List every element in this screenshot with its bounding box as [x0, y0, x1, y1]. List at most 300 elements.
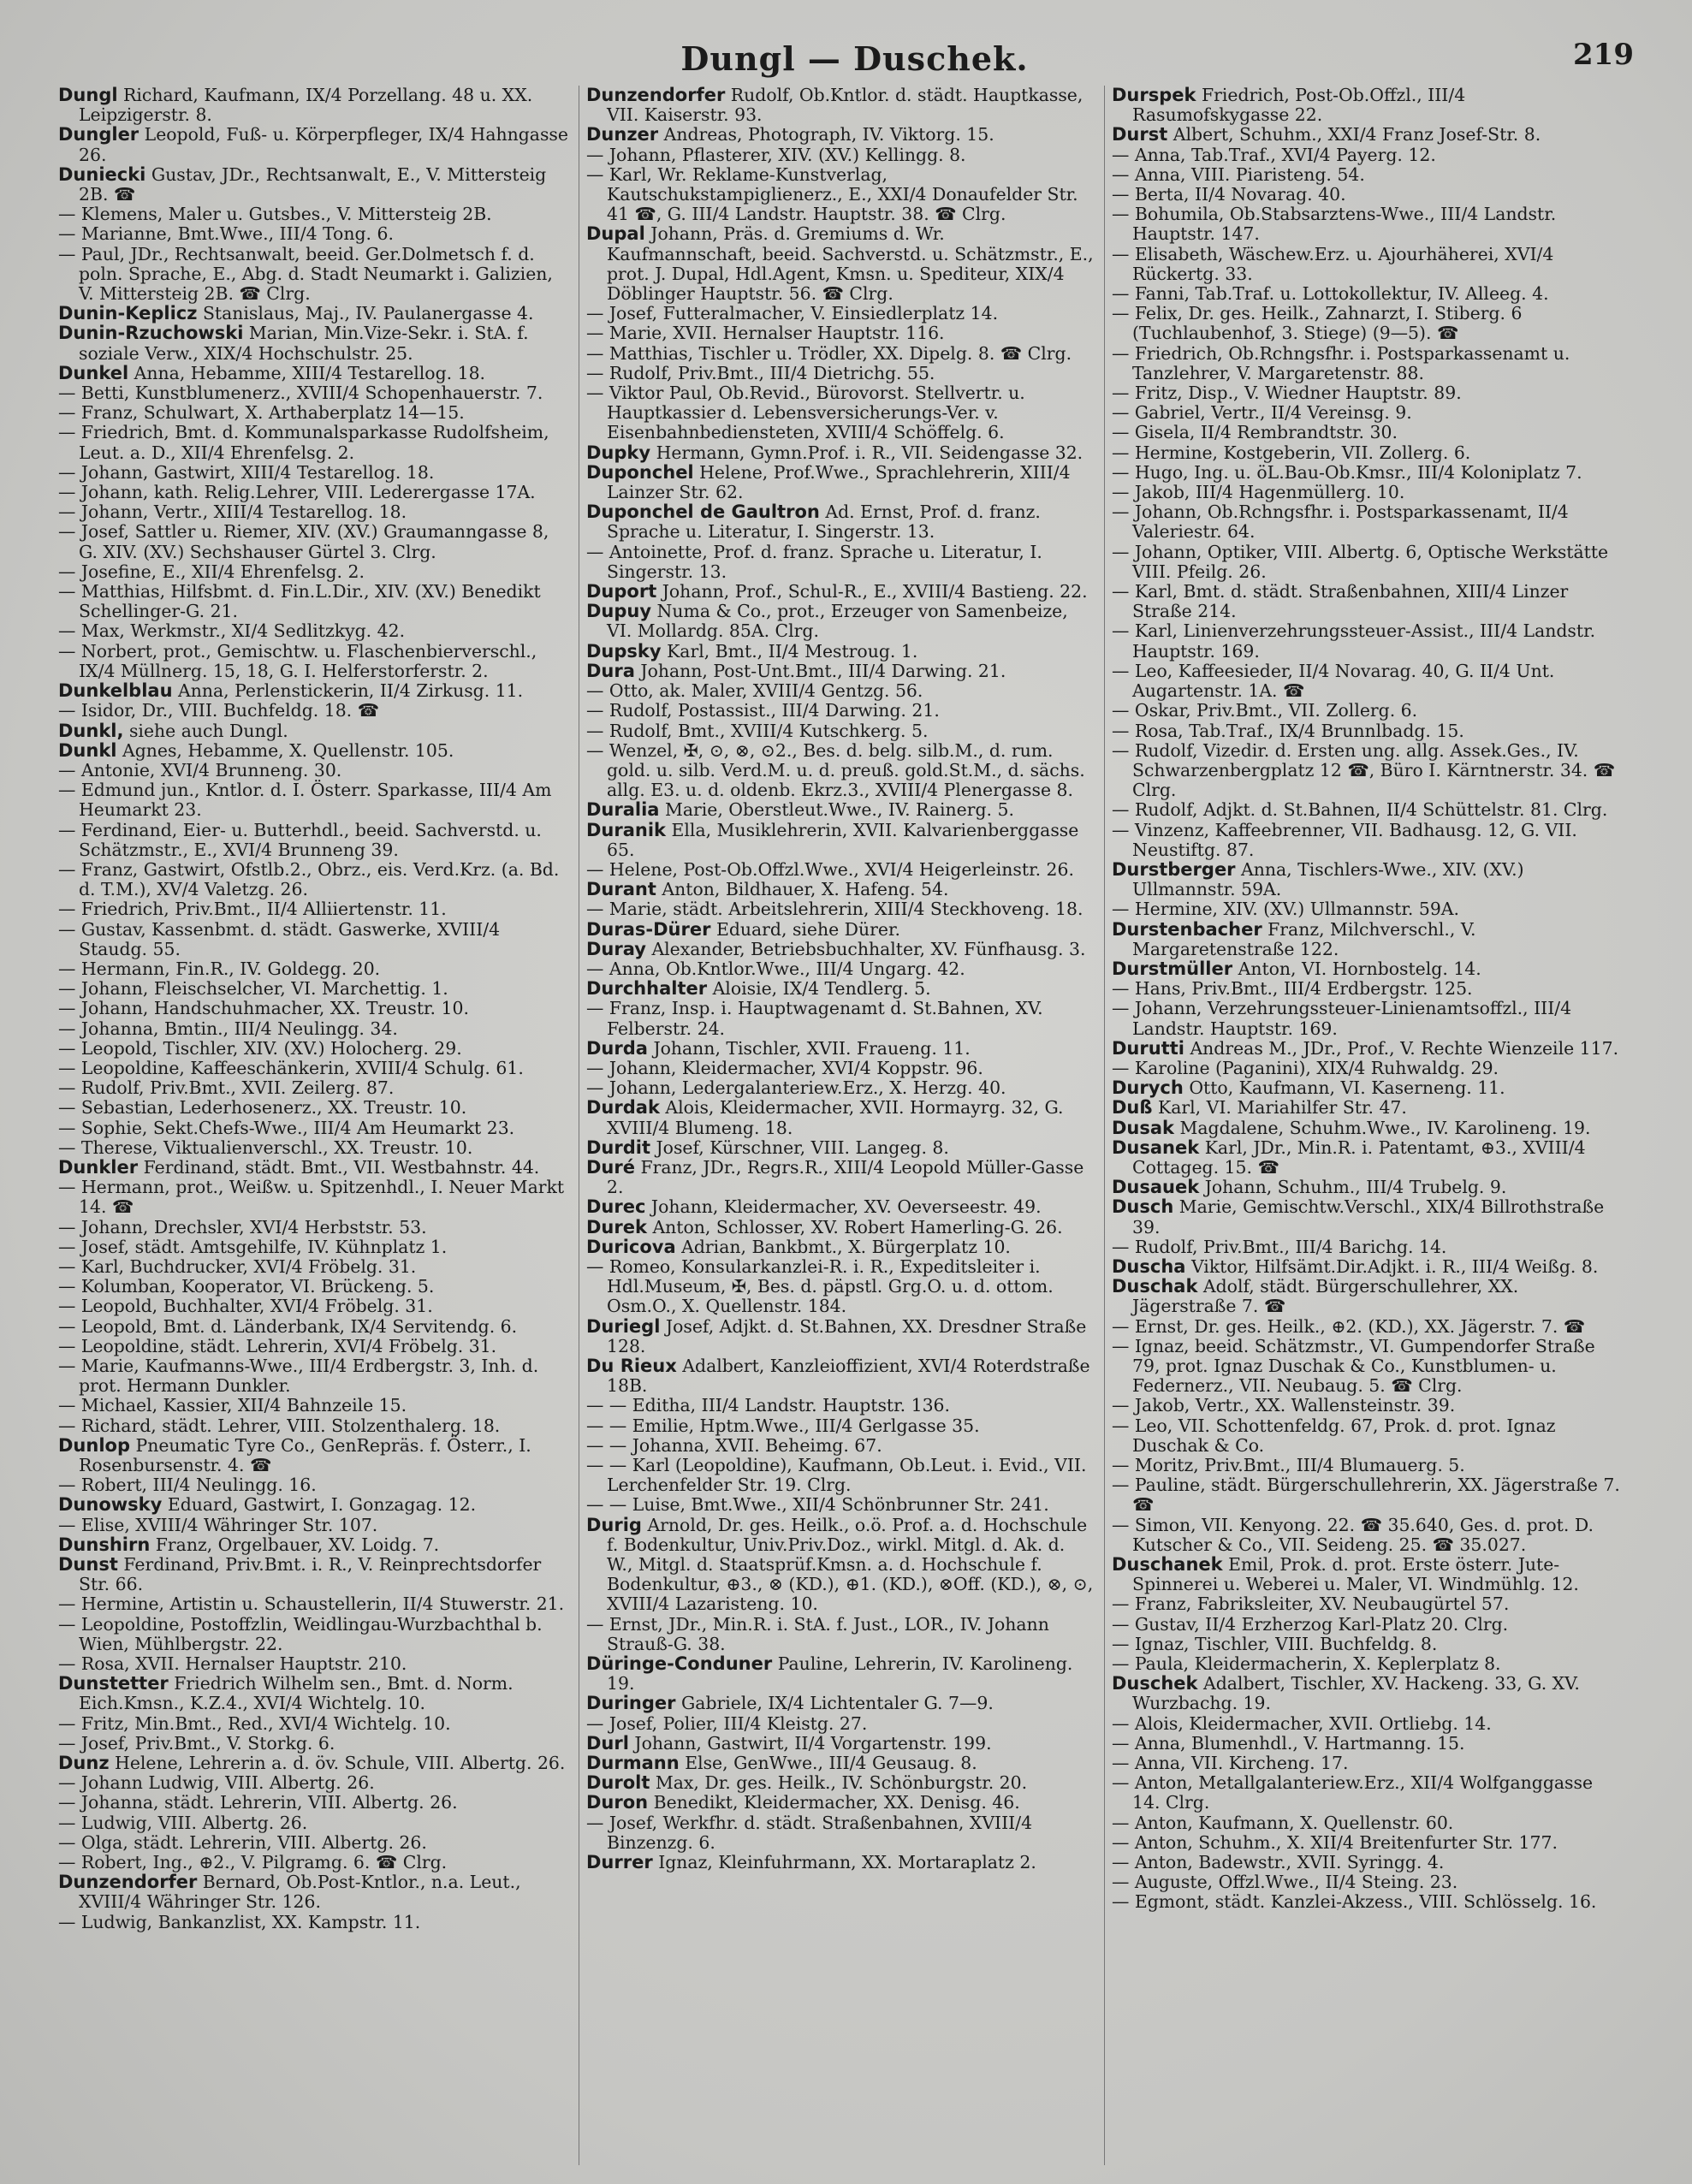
directory-entry	[58, 562, 572, 582]
entry-surname: Durrer	[586, 1852, 653, 1873]
entry-surname: Duport	[586, 581, 657, 602]
entry-surname: Düringe-Conduner	[586, 1653, 773, 1675]
directory-entry	[586, 165, 1095, 225]
directory-entry	[1112, 383, 1620, 403]
entry-details: — Johann, Handschuhmacher, XX. Treustr. 10.	[58, 998, 469, 1019]
directory-entry	[1112, 443, 1620, 463]
entry-details: — Johann, Vertr., XIII/4 Testarellog. 18.	[58, 501, 407, 523]
entry-details: — Rudolf, Priv.Bmt., XVII. Zeilerg. 87.	[58, 1077, 395, 1099]
entry-details: — Rudolf, Priv.Bmt., III/4 Barichg. 14.	[1112, 1236, 1447, 1257]
entry-surname: Durec	[586, 1196, 646, 1218]
directory-entry	[1112, 1615, 1620, 1635]
entry-details: — Johann, Gastwirt, XIII/4 Testarellog. 18.	[58, 461, 435, 483]
entry-surname: Duponchel	[586, 461, 694, 483]
entry-details: — Auguste, Offzl.Wwe., II/4 Steing. 23.	[1112, 1872, 1458, 1893]
directory-entry	[58, 1178, 572, 1217]
entry-details: — Olga, städt. Lehrerin, VIII. Albertg. 26.	[58, 1831, 427, 1853]
directory-entry	[58, 1475, 572, 1495]
entry-details: Agnes, Hebamme, X. Quellenstr. 105.	[122, 739, 454, 761]
directory-entry	[1112, 899, 1620, 919]
directory-entry	[58, 1218, 572, 1237]
entry-details: — Karl, Wr. Reklame-Kunstverlag, Kautschukstampiglienerz., E., XXI/4 Donaufelder Str. 41 ☎, G. III/4 Landstr. Hauptstr. 38. ☎ Clrg.	[586, 163, 1078, 225]
directory-entry	[1112, 185, 1620, 205]
entry-details: Anna, Perlenstickerin, II/4 Zirkusg. 11.	[178, 680, 524, 702]
entry-details: — Hermine, XIV. (XV.) Ullmannstr. 59A.	[1112, 899, 1459, 920]
entry-details: — Klemens, Maler u. Gutsbes., V. Mittersteig 2B.	[58, 204, 492, 225]
entry-details: — Ignaz, Tischler, VIII. Buchfeldg. 8.	[1112, 1633, 1438, 1654]
entry-details: — Berta, II/4 Novarag. 40.	[1112, 184, 1346, 205]
entry-details: — Robert, Ing., ⊕2., V. Pilgramg. 6. ☎ Clrg.	[58, 1852, 448, 1873]
directory-entry	[586, 443, 1095, 463]
entry-surname: Durda	[586, 1037, 648, 1059]
entry-details: — Rudolf, Priv.Bmt., III/4 Dietrichg. 55.	[586, 362, 935, 383]
entry-details: Bernard, Ob.Post-Kntlor., n.a. Leut., XVIII/4 Währinger Str. 126.	[79, 1872, 521, 1913]
directory-entry	[1112, 1456, 1620, 1475]
entry-details: — Jakob, Vertr., XX. Wallensteinstr. 39.	[1112, 1395, 1456, 1416]
directory-entry	[1112, 1674, 1620, 1713]
directory-entry	[586, 364, 1095, 383]
entry-details: Johann, Kleidermacher, XV. Oeverseestr. 49.	[650, 1196, 1042, 1218]
entry-details: Anna, Hebamme, XIII/4 Testarellog. 18.	[134, 362, 486, 383]
directory-entry	[586, 1734, 1095, 1754]
directory-entry	[1112, 959, 1620, 979]
entry-details: — Marianne, Bmt.Wwe., III/4 Tong. 6.	[58, 223, 394, 245]
directory-entry	[58, 483, 572, 502]
entry-details: — Johanna, städt. Lehrerin, VIII. Albertg. 26.	[58, 1792, 458, 1813]
entry-details: — Simon, VII. Kenyong. 22. ☎ 35.640, Ges. d. prot. D. Kutscher & Co., VII. Seideng. 25. ☎ 35.027.	[1112, 1514, 1594, 1555]
entry-details: Alois, Kleidermacher, XVII. Hormayrg. 32, G. XVIII/4 Blumeng. 18.	[607, 1097, 1064, 1138]
entry-details: — Franz, Schulwart, X. Arthaberplatz 14—15.	[58, 402, 465, 424]
directory-entry	[58, 1237, 572, 1257]
directory-entry	[58, 403, 572, 423]
directory-entry	[1112, 1078, 1620, 1098]
directory-entry	[586, 543, 1095, 582]
directory-entry	[58, 821, 572, 860]
entry-details: Marie, Gemischtw.Verschl., XIX/4 Billrothstraße 39.	[1132, 1196, 1605, 1237]
entry-details: — Rudolf, Postassist., III/4 Darwing. 21.	[586, 700, 940, 721]
entry-surname: Dunin-Rzuchowski	[58, 323, 244, 344]
entry-surname: Duricova	[586, 1236, 676, 1257]
directory-entry	[1112, 1396, 1620, 1415]
directory-entry	[586, 383, 1095, 443]
entry-details: — — Editha, III/4 Landstr. Hauptstr. 136.	[586, 1395, 950, 1416]
entry-details: — Max, Werkmstr., XI/4 Sedlitzkyg. 42.	[58, 620, 406, 642]
directory-entry	[1112, 1277, 1620, 1316]
entry-details: — Isidor, Dr., VIII. Buchfeldg. 18. ☎	[58, 700, 380, 721]
directory-entry	[58, 999, 572, 1018]
directory-entry	[58, 86, 572, 125]
directory-entry	[586, 721, 1095, 741]
directory-entry	[58, 1594, 572, 1614]
entry-surname: Duß	[1112, 1097, 1153, 1119]
entry-details: — Anna, Ob.Kntlor.Wwe., III/4 Ungarg. 42.	[586, 958, 965, 979]
entry-surname: Duralia	[586, 799, 660, 821]
entry-details: — Richard, städt. Lehrer, VIII. Stolzenthalerg. 18.	[58, 1415, 501, 1436]
entry-surname: Dunshirn	[58, 1534, 151, 1555]
directory-entry	[58, 383, 572, 403]
entry-details: — Rosa, Tab.Traf., IX/4 Brunnlbadg. 15.	[1112, 720, 1464, 741]
entry-details: — Friedrich, Ob.Rchngsfhr. i. Postsparkassenamt u. Tanzlehrer, V. Margaretenstr. 88.	[1112, 342, 1570, 383]
entry-details: — Ferdinand, Eier- u. Butterhdl., beeid. Sachverstd. u. Schätzmstr., E., XVI/4 Brunneng 39.	[58, 819, 542, 860]
entry-surname: Dusak	[1112, 1117, 1175, 1138]
entry-details: — Josef, Priv.Bmt., V. Storkg. 6.	[58, 1732, 335, 1754]
entry-surname: Duranik	[586, 819, 667, 840]
column-3	[1104, 86, 1620, 2165]
directory-entry	[58, 1734, 572, 1754]
directory-entry	[58, 681, 572, 701]
entry-details: Albert, Schuhm., XXI/4 Franz Josef-Str. 8.	[1173, 124, 1541, 145]
entry-details: Benedikt, Kleidermacher, XX. Denisg. 46.	[653, 1792, 1020, 1813]
directory-entry	[58, 1396, 572, 1415]
entry-details: — Matthias, Tischler u. Trödler, XX. Dipelg. 8. ☎ Clrg.	[586, 342, 1072, 364]
entry-surname: Dupky	[586, 442, 651, 463]
entry-details: — Anna, Tab.Traf., XVI/4 Payerg. 12.	[1112, 144, 1436, 165]
entry-details: — Leopoldine, Kaffeeschänkerin, XVIII/4 Schulg. 61.	[58, 1057, 524, 1078]
entry-details: — Leo, Kaffeesieder, II/4 Novarag. 40, G. II/4 Unt. Augartenstr. 1A. ☎	[1112, 660, 1555, 702]
directory-entry	[1112, 1337, 1620, 1397]
entry-surname: Dusauek	[1112, 1177, 1200, 1198]
entry-details: — Romeo, Konsularkanzlei-R. i. R., Expeditsleiter i. Hdl.Museum, ✠, Bes. d. päpstl. Grg.O. u. d. ottom. Osm.O., X. Quellenstr. 184.	[586, 1255, 1054, 1317]
directory-entry	[58, 721, 572, 741]
entry-details: Leopold, Fuß- u. Körperpfleger, IX/4 Hahngasse 26.	[79, 124, 568, 165]
entry-surname: Dunstetter	[58, 1673, 169, 1694]
directory-entry	[1112, 463, 1620, 483]
directory-entry	[1112, 1119, 1620, 1138]
directory-entry	[1112, 165, 1620, 185]
directory-entry	[586, 1495, 1095, 1515]
directory-entry	[58, 741, 572, 761]
directory-entry	[1112, 860, 1620, 899]
entry-surname: Duray	[586, 938, 646, 959]
directory-entry	[58, 1119, 572, 1138]
entry-details: Helene, Lehrerin a. d. öv. Schule, VIII. Albertg. 26.	[115, 1753, 566, 1774]
entry-surname: Dunz	[58, 1753, 110, 1774]
directory-entry	[58, 1098, 572, 1118]
entry-surname: Dunzendorfer	[58, 1872, 198, 1893]
directory-entry	[586, 800, 1095, 820]
entry-surname: Duschak	[1112, 1276, 1198, 1297]
entry-details: — Johann, kath. Relig.Lehrer, VIII. Lederergasse 17A.	[58, 482, 536, 503]
entry-details: Karl, VI. Mariahilfer Str. 47.	[1157, 1097, 1407, 1119]
entry-details: Ignaz, Kleinfuhrmann, XX. Mortaraplatz 2.	[658, 1852, 1036, 1873]
entry-details: — Johann, Ledergalanteriew.Erz., X. Herzg. 40.	[586, 1077, 1006, 1099]
entry-details: — Edmund jun., Kntlor. d. I. Österr. Sparkasse, III/4 Am Heumarkt 23.	[58, 780, 552, 821]
entry-details: — Betti, Kunstblumenerz., XVIII/4 Schopenhauerstr. 7.	[58, 383, 543, 404]
entry-details: — Johann, Optiker, VIII. Albertg. 6, Optische Werkstätte VIII. Pfeilg. 26.	[1112, 541, 1609, 582]
directory-entry	[1112, 1416, 1620, 1456]
directory-entry	[58, 1078, 572, 1098]
entry-details: — — Karl (Leopoldine), Kaufmann, Ob.Leut. i. Evid., VII. Lerchenfelder Str. 19. Clrg.	[586, 1455, 1087, 1496]
entry-details: — Friedrich, Bmt. d. Kommunalsparkasse Rudolfsheim, Leut. a. D., XII/4 Ehrenfelsg. 2.	[58, 422, 549, 463]
directory-entry	[58, 423, 572, 462]
entry-details: Max, Dr. ges. Heilk., IV. Schönburgstr. 20.	[655, 1772, 1028, 1794]
directory-entry	[58, 920, 572, 959]
entry-details: Andreas M., JDr., Prof., V. Rechte Wienzeile 117.	[1190, 1037, 1619, 1059]
entry-details: — Johann, Kleidermacher, XVI/4 Koppstr. 96.	[586, 1057, 983, 1078]
entry-details: Alexander, Betriebsbuchhalter, XV. Fünfhausg. 3.	[651, 938, 1086, 959]
entry-details: — Oskar, Priv.Bmt., VII. Zollerg. 6.	[1112, 700, 1418, 721]
column-2	[579, 86, 1095, 2165]
directory-entry	[58, 1714, 572, 1734]
entry-details: — Anton, Schuhm., X. XII/4 Breitenfurter Str. 177.	[1112, 1831, 1558, 1853]
directory-entry	[1112, 423, 1620, 442]
entry-surname: Durl	[586, 1732, 629, 1754]
entry-surname: Dunkel	[58, 362, 129, 383]
entry-surname: Du Rieux	[586, 1356, 677, 1376]
directory-entry	[58, 1535, 572, 1555]
directory-entry	[1112, 1237, 1620, 1257]
entry-details: Eduard, siehe Dürer.	[715, 918, 900, 940]
entry-details: — Josef, Werkfhr. d. städt. Straßenbahnen, XVIII/4 Binzenzg. 6.	[586, 1812, 1033, 1853]
directory-entry	[586, 1237, 1095, 1257]
entry-details: — Leopold, Bmt. d. Länderbank, IX/4 Servitendg. 6.	[58, 1315, 518, 1337]
entry-details: — Sophie, Sekt.Chefs-Wwe., III/4 Am Heumarkt 23.	[58, 1117, 515, 1138]
directory-entry	[1112, 1654, 1620, 1674]
directory-entry	[1112, 999, 1620, 1038]
directory-entry	[586, 1516, 1095, 1615]
directory-entry	[1112, 721, 1620, 741]
directory-entry	[586, 1416, 1095, 1436]
entry-details: Anton, Bildhauer, X. Hafeng. 54.	[662, 879, 949, 900]
directory-entry	[58, 1337, 572, 1356]
entry-surname: Duron	[586, 1792, 649, 1813]
entry-details: Marie, Oberstleut.Wwe., IV. Rainerg. 5.	[664, 799, 1014, 821]
entry-details: — Alois, Kleidermacher, XVII. Ortliebg. 14.	[1112, 1712, 1492, 1734]
entry-details: siehe auch Dungl.	[128, 720, 288, 741]
directory-entry	[58, 1833, 572, 1853]
entry-surname: Dunzer	[586, 124, 659, 145]
entry-surname: Duriegl	[586, 1315, 661, 1337]
entry-surname: Dunowsky	[58, 1494, 163, 1516]
entry-surname: Dupuy	[586, 601, 652, 622]
directory-entry	[586, 1317, 1095, 1356]
entry-details: Franz, Orgelbauer, XV. Loidg. 7.	[155, 1534, 440, 1555]
entry-details: — Leo, VII. Schottenfeldg. 67, Prok. d. prot. Ignaz Duschak & Co.	[1112, 1415, 1556, 1456]
directory-entry	[58, 979, 572, 999]
directory-entry	[586, 1793, 1095, 1813]
directory-entry	[586, 125, 1095, 145]
entry-details: — Leopold, Tischler, XIV. (XV.) Holocherg. 29.	[58, 1037, 462, 1059]
directory-entry	[1112, 245, 1620, 284]
entry-details: Anton, VI. Hornbostelg. 14.	[1238, 958, 1481, 979]
directory-entry	[586, 1197, 1095, 1217]
directory-entry	[586, 1396, 1095, 1415]
directory-entry	[1112, 582, 1620, 621]
directory-entry	[1112, 1555, 1620, 1594]
entry-details: — Robert, III/4 Neulingg. 16.	[58, 1475, 317, 1496]
entry-surname: Duscha	[1112, 1255, 1186, 1277]
entry-details: Johann, Präs. d. Gremiums d. Wr. Kaufmannschaft, beeid. Sachverstd. u. Schätzmstr., E., prot. J. Dupal, Hdl.Agent, Kmsn. u. Spediteur, XIX/4 Döblinger Hauptstr. 56. ☎ Clrg.	[607, 223, 1094, 305]
entry-details: — Hermine, Kostgeberin, VII. Zollerg. 6.	[1112, 442, 1471, 463]
directory-entry	[58, 1277, 572, 1297]
directory-entry	[58, 1793, 572, 1813]
entry-details: — Johann, Drechsler, XVI/4 Herbststr. 53.	[58, 1216, 427, 1237]
entry-surname: Durych	[1112, 1077, 1184, 1099]
directory-entry	[586, 1356, 1095, 1396]
directory-entry	[58, 205, 572, 224]
entry-surname: Dusch	[1112, 1196, 1174, 1218]
directory-entry	[58, 1019, 572, 1039]
entry-surname: Durstmüller	[1112, 958, 1233, 979]
entry-details: — Anna, VII. Kircheng. 17.	[1112, 1753, 1349, 1774]
page-number: 219	[1573, 38, 1634, 72]
entry-details: Magdalene, Schuhm.Wwe., IV. Karolineng. 19.	[1179, 1117, 1591, 1138]
entry-details: Else, GenWwe., III/4 Geusaug. 8.	[685, 1753, 977, 1774]
directory-entry	[1112, 920, 1620, 959]
directory-entry	[58, 860, 572, 899]
entry-details: — — Luise, Bmt.Wwe., XII/4 Schönbrunner Str. 241.	[586, 1494, 1049, 1516]
directory-entry	[1112, 344, 1620, 383]
directory-entry	[58, 1495, 572, 1515]
directory-entry	[58, 899, 572, 919]
directory-entry	[58, 1158, 572, 1178]
entry-details: — Rosa, XVII. Hernalser Hauptstr. 210.	[58, 1653, 407, 1675]
entry-details: Ad. Ernst, Prof. d. franz. Sprache u. Literatur, I. Singerstr. 13.	[607, 501, 1041, 543]
directory-entry	[58, 1416, 572, 1436]
entry-surname: Dungler	[58, 124, 140, 145]
directory-entry	[1112, 1098, 1620, 1118]
entry-details: — Jakob, III/4 Hagenmüllerg. 10.	[1112, 482, 1405, 503]
directory-entry	[58, 502, 572, 522]
entry-details: — Rudolf, Bmt., XVIII/4 Kutschkerg. 5.	[586, 720, 929, 741]
entry-details: Gabriele, IX/4 Lichtentaler G. 7—9.	[681, 1693, 994, 1714]
entry-details: — Vinzenz, Kaffeebrenner, VII. Badhausg. 12, G. VII. Neustiftg. 87.	[1112, 819, 1577, 860]
entry-surname: Durek	[586, 1216, 647, 1237]
entry-details: Helene, Prof.Wwe., Sprachlehrerin, XIII/4 Lainzer Str. 62.	[607, 461, 1071, 503]
entry-details: — Karl, Linienverzehrungssteuer-Assist., III/4 Landstr. Hauptstr. 169.	[1112, 620, 1596, 662]
directory-entry	[1112, 543, 1620, 582]
directory-entry	[1112, 1516, 1620, 1555]
entry-details: — Otto, ak. Maler, XVIII/4 Gentzg. 56.	[586, 680, 923, 702]
entry-details: — Leopoldine, städt. Lehrerin, XVI/4 Fröbelg. 31.	[58, 1335, 497, 1356]
entry-details: — Josef, Futteralmacher, V. Einsiedlerplatz 14.	[586, 303, 999, 324]
entry-details: — Therese, Viktualienverschl., XX. Treustr. 10.	[58, 1137, 473, 1158]
directory-entry	[58, 959, 572, 979]
directory-entry	[586, 662, 1095, 681]
directory-entry	[58, 165, 572, 205]
directory-entry	[1112, 1853, 1620, 1872]
directory-entry	[1112, 741, 1620, 801]
entry-details: — Josef, Polier, III/4 Kleistg. 27.	[586, 1712, 868, 1734]
directory-entry	[586, 1714, 1095, 1734]
directory-entry	[586, 224, 1095, 304]
directory-entry	[586, 1654, 1095, 1694]
entry-details: — Johann, Fleischselcher, VI. Marchettig. 1.	[58, 978, 448, 1000]
entry-surname: Dunkler	[58, 1156, 139, 1178]
entry-surname: Durstenbacher	[1112, 918, 1262, 940]
directory-entry	[58, 1813, 572, 1833]
entry-surname: Dunzendorfer	[586, 86, 726, 105]
entry-details: Emil, Prok. d. prot. Erste österr. Jute-Spinnerei u. Weberei u. Maler, VI. Windmühlg. 12.	[1132, 1554, 1579, 1595]
directory-entry	[586, 1098, 1095, 1137]
directory-entry	[1112, 1833, 1620, 1853]
entry-details: — Pauline, städt. Bürgerschullehrerin, XX. Jägerstraße 7. ☎	[1112, 1475, 1620, 1516]
entry-details: Adalbert, Tischler, XV. Hackeng. 33, G. XV. Wurzbachg. 19.	[1132, 1673, 1580, 1714]
directory-entry	[58, 323, 572, 363]
directory-entry	[586, 502, 1095, 542]
entry-details: Franz, JDr., Regrs.R., XIII/4 Leopold Müller-Gasse 2.	[607, 1156, 1084, 1198]
entry-details: — Hermine, Artistin u. Schaustellerin, II/4 Stuwerstr. 21.	[58, 1593, 565, 1615]
entry-surname: Duras-Dürer	[586, 918, 711, 940]
directory-entry	[58, 463, 572, 483]
directory-entry	[586, 582, 1095, 602]
directory-entry	[586, 701, 1095, 721]
entry-surname: Dura	[586, 660, 635, 681]
entry-details: Johann, Tischler, XVII. Fraueng. 11.	[653, 1037, 971, 1059]
entry-surname: Duré	[586, 1156, 635, 1178]
entry-details: — — Johanna, XVII. Beheimg. 67.	[586, 1434, 882, 1456]
entry-surname: Dupal	[586, 223, 645, 245]
directory-entry	[58, 621, 572, 641]
directory-entry	[58, 1913, 572, 1932]
entry-details: — Elisabeth, Wäschew.Erz. u. Ajourhäherei, XVI/4 Rückertg. 33.	[1112, 243, 1554, 284]
entry-details: Richard, Kaufmann, IX/4 Porzellang. 48 u. XX. Leipzigerstr. 8.	[79, 86, 533, 126]
directory-entry	[1112, 125, 1620, 145]
directory-entry	[58, 1317, 572, 1337]
directory-entry	[58, 1436, 572, 1475]
entry-details: Josef, Kürschner, VIII. Langeg. 8.	[656, 1137, 949, 1158]
entry-surname: Duschanek	[1112, 1554, 1223, 1576]
entry-details: Otto, Kaufmann, VI. Kaserneng. 11.	[1189, 1077, 1505, 1099]
column-1	[58, 86, 572, 2165]
directory-entry	[1112, 1059, 1620, 1078]
entry-details: Johann, Post-Unt.Bmt., III/4 Darwing. 21.	[640, 660, 1006, 681]
directory-entry	[586, 821, 1095, 860]
directory-entry	[58, 1674, 572, 1713]
entry-details: — Antonie, XVI/4 Brunneng. 30.	[58, 759, 342, 780]
directory-entry	[586, 1813, 1095, 1853]
directory-entry	[1112, 1714, 1620, 1734]
directory-entry	[1112, 979, 1620, 999]
entry-details: Numa & Co., prot., Erzeuger von Samenbeize, VI. Mollardg. 85A. Clrg.	[607, 601, 1068, 642]
directory-entry	[58, 224, 572, 244]
directory-entry	[58, 1754, 572, 1773]
entry-details: — Elise, XVIII/4 Währinger Str. 107.	[58, 1514, 378, 1535]
directory-entry	[58, 1356, 572, 1396]
entry-details: Andreas, Photograph, IV. Viktorg. 15.	[663, 124, 994, 145]
directory-entry	[58, 1297, 572, 1316]
directory-entry	[586, 1158, 1095, 1197]
entry-details: — Josefine, E., XII/4 Ehrenfelsg. 2.	[58, 561, 365, 582]
entry-details: Friedrich, Post-Ob.Offzl., III/4 Rasumofskygasse 22.	[1132, 86, 1466, 126]
entry-details: — Bohumila, Ob.Stabsarztens-Wwe., III/4 Landstr. Hauptstr. 147.	[1112, 204, 1557, 245]
entry-details: Stanislaus, Maj., IV. Paulanergasse 4.	[202, 303, 534, 324]
entry-surname: Dunkl,	[58, 720, 124, 741]
directory-entry	[58, 1853, 572, 1872]
entry-details: Josef, Adjkt. d. St.Bahnen, XX. Dresdner Straße 128.	[607, 1315, 1087, 1356]
entry-details: — Marie, städt. Arbeitslehrerin, XIII/4 Steckhoveng. 18.	[586, 899, 1083, 920]
entry-details: — Egmont, städt. Kanzlei-Akzess., VIII. Schlösselg. 16.	[1112, 1891, 1597, 1913]
entry-details: — Paul, JDr., Rechtsanwalt, beeid. Ger.Dolmetsch f. d. poln. Sprache, E., Abg. d. Stadt Neumarkt i. Galizien, V. Mittersteig 2B. ☎ Clrg.	[58, 243, 553, 305]
entry-details: — Anton, Kaufmann, X. Quellenstr. 60.	[1112, 1812, 1454, 1833]
directory-entry	[58, 780, 572, 820]
directory-entry	[586, 1059, 1095, 1078]
directory-entry	[1112, 1475, 1620, 1515]
directory-entry	[586, 940, 1095, 959]
directory-entry	[1112, 403, 1620, 423]
entry-details: — Paula, Kleidermacherin, X. Keplerplatz 8.	[1112, 1653, 1501, 1675]
entry-details: Friedrich Wilhelm sen., Bmt. d. Norm. Eich.Kmsn., K.Z.4., XVI/4 Wichtelg. 10.	[79, 1673, 514, 1714]
entry-details: — Gisela, II/4 Rembrandtstr. 30.	[1112, 422, 1398, 443]
entry-details: — Rudolf, Adjkt. d. St.Bahnen, II/4 Schüttelstr. 81. Clrg.	[1112, 799, 1608, 821]
page-header	[60, 33, 1649, 84]
entry-details: — Viktor Paul, Ob.Revid., Bürovorst. Stellvertr. u. Hauptkassier d. Lebensversicherungs-Ver. v. Eisenbahnbediensteten, XVIII/4 Schöffelg. 6.	[586, 383, 1025, 443]
directory-entry	[586, 1078, 1095, 1098]
entry-details: — Josef, städt. Amtsgehilfe, IV. Kühnplatz 1.	[58, 1236, 448, 1257]
directory-entry	[58, 642, 572, 681]
directory-entry	[586, 1039, 1095, 1059]
directory-entry	[586, 1218, 1095, 1237]
